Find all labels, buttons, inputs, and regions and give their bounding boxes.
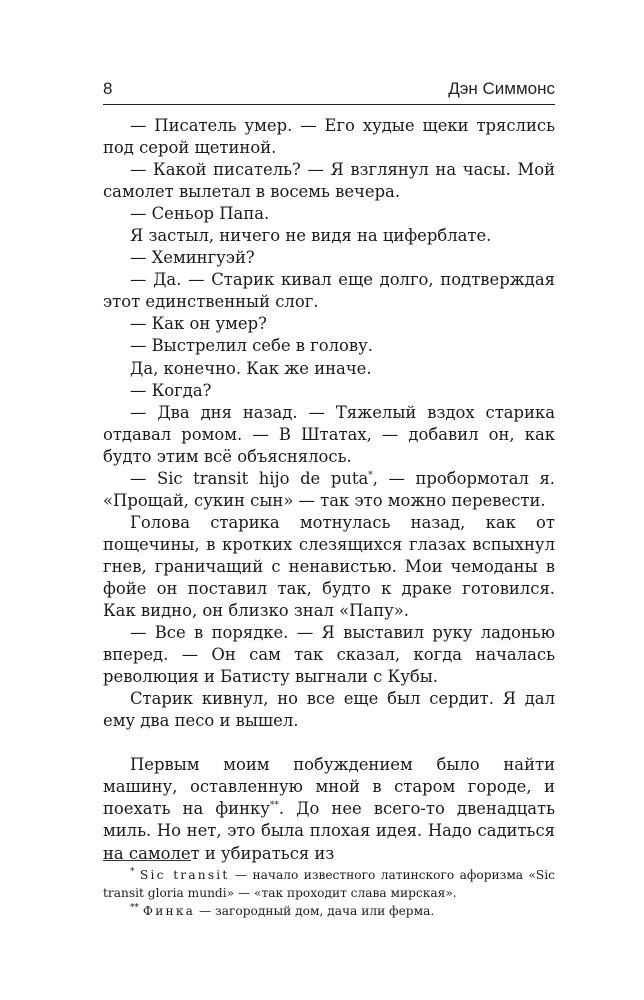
paragraph: — Да. — Старик кивал еще долго, подтверждая этот единственный слог. (103, 270, 555, 312)
page-number: 8 (103, 79, 113, 98)
paragraph-text: , — пробормотал я. «Прощай, сукин сын» — так это можно перевести. (103, 468, 555, 510)
footnote (103, 902, 555, 920)
paragraph: Голова старика мотнулась назад, как от пощечины, в кротких слезящихся глазах вспыхнул гнев, граничащий с ненавистью. Мои чемоданы в фойе он поставил так, будто к драке готовился. Как видно, он близко знал «Папу». (103, 512, 555, 621)
paragraph-text: Первым моим побуждением было найти машину, оставленную мной в старом городе, и поехать на финку (103, 755, 555, 819)
running-head: Дэн Симмонс (448, 79, 555, 98)
paragraph: — Два дня назад. — Тяжелый вздох старика отдавал ромом. — В Штатах, — добавил он, как будто этим всё объяснялось. (103, 402, 555, 466)
footnote (103, 866, 555, 902)
footnote-mark: ** (130, 902, 139, 913)
paragraph: — Хемингуэй? (130, 248, 255, 268)
paragraph-with-footnote-mark (103, 754, 555, 864)
footnote-term: Sic transit (139, 868, 230, 882)
paragraph: — Писатель умер. — Его худые щеки тряслись под серой щетиной. (103, 116, 555, 158)
body-text (103, 115, 555, 865)
paragraph-text: — Sic transit hijo de puta (130, 468, 369, 488)
footnotes (103, 866, 555, 920)
paragraph: — Выстрелил себе в голову. (130, 336, 374, 356)
book-page (103, 0, 555, 1000)
paragraph-with-footnote-mark (103, 468, 555, 512)
footnote-mark: * (368, 470, 373, 481)
footnote-text: — загородный дом, дача или ферма. (195, 904, 435, 918)
footnote-text: — начало известного латинского афоризма «Sic transit gloria mundi» — «так проходит слава мирская». (103, 868, 556, 900)
paragraph: Старик кивнул, но все еще был сердит. Я дал ему два песо и вышел. (103, 689, 555, 731)
paragraph: Да, конечно. Как же иначе. (130, 358, 372, 378)
paragraph: — Как он умер? (130, 314, 267, 334)
paragraph: — Когда? (130, 380, 212, 400)
footnote-rule (103, 860, 191, 861)
page-header (103, 76, 555, 102)
paragraph: — Все в порядке. — Я выставил руку ладонью вперед. — Он сам так сказал, когда началась революция и Батисту выгнали с Кубы. (103, 623, 555, 687)
footnote-term: Финка (142, 904, 196, 918)
paragraph: — Какой писатель? — Я взглянул на часы. Мой самолет вылетал в восемь вечера. (103, 160, 555, 202)
paragraph-text: . До нее всего-то двенадцать миль. Но нет, это была плохая идея. Надо садиться на самолет и убираться из (103, 799, 556, 863)
footnote-mark: * (130, 866, 135, 877)
header-rule (103, 104, 555, 105)
paragraph: — Сеньор Папа. (130, 204, 270, 224)
paragraph: Я застыл, ничего не видя на циферблате. (130, 226, 492, 246)
footnote-mark: ** (269, 800, 279, 811)
